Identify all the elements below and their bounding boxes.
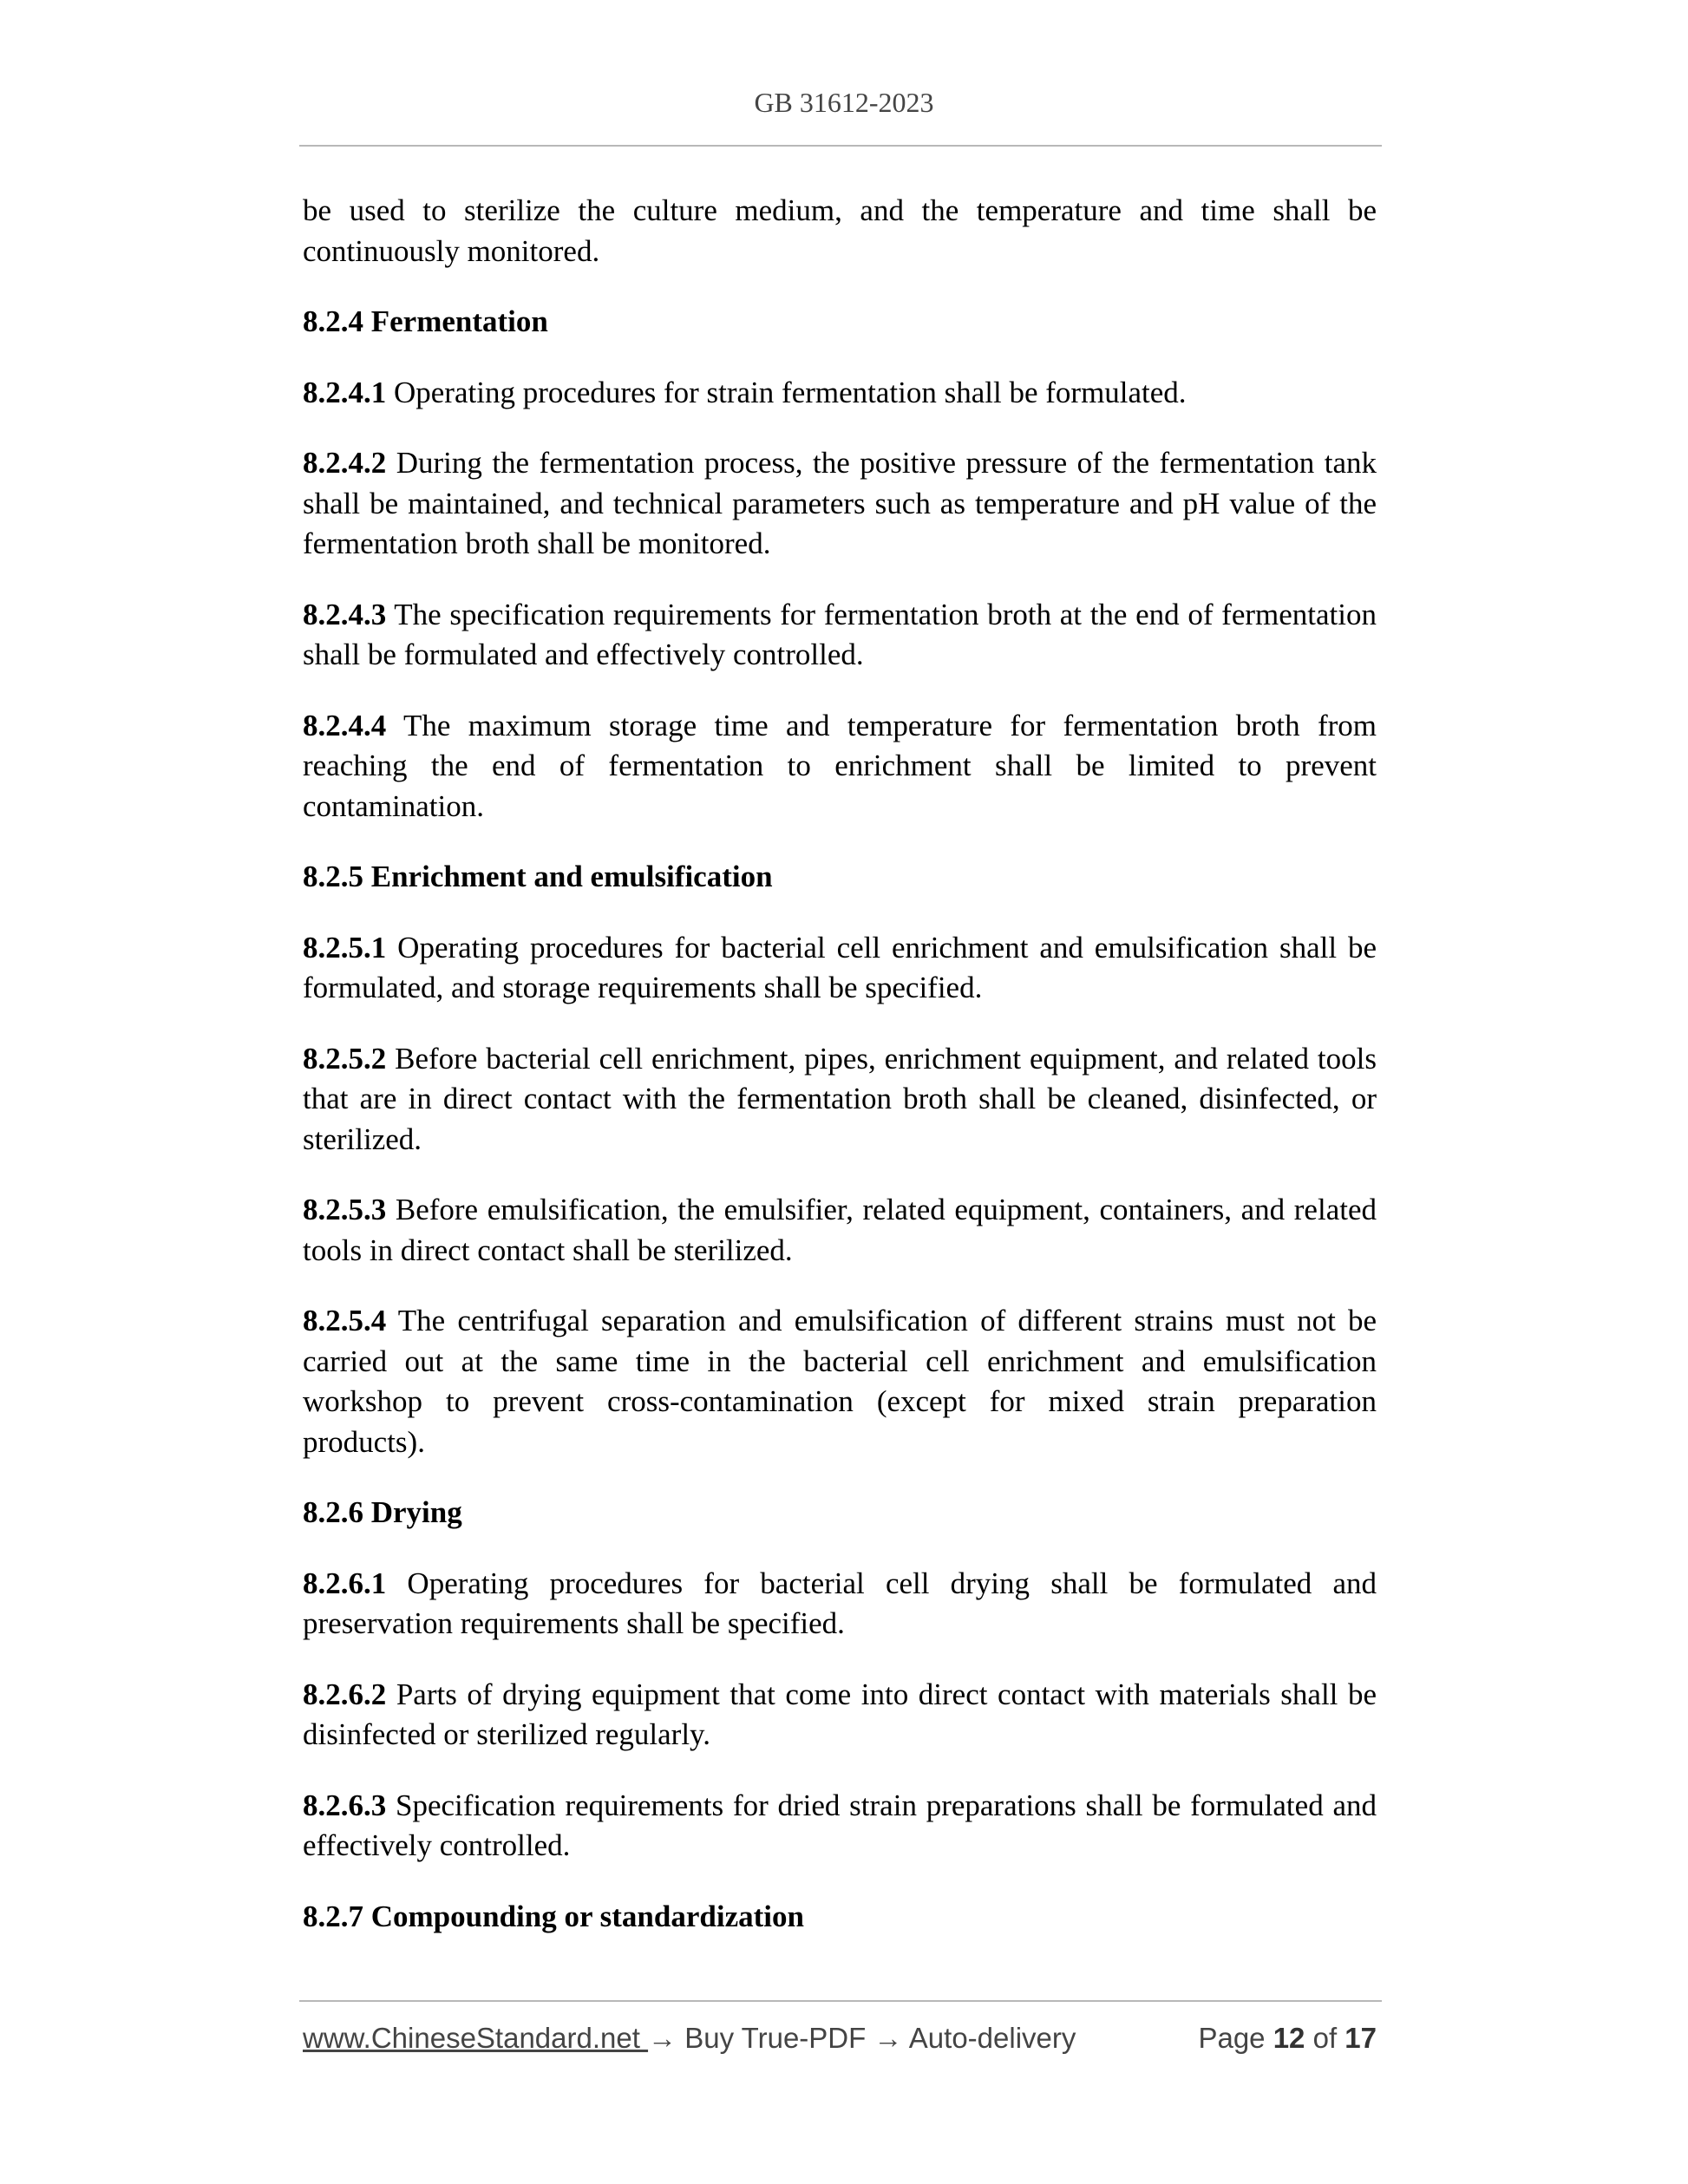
page-of-label: of <box>1305 2022 1345 2054</box>
standard-number: GB 31612-2023 <box>754 87 934 118</box>
header-divider <box>299 145 1382 147</box>
clause-text: Before bacterial cell enrichment, pipes, enrichment equipment, and related tools that are in direct contact with the fermentation broth shall be cleaned, disinfected, or sterilized. <box>303 1041 1377 1156</box>
clause-text: Operating procedures for strain fermentation shall be formulated. <box>386 375 1187 409</box>
clause-8-2-4-2 <box>303 443 1377 565</box>
auto-delivery-text: Auto-delivery <box>902 2022 1076 2054</box>
clause-8-2-5-2 <box>303 1039 1377 1161</box>
arrow-right-icon: → <box>648 2022 677 2054</box>
clause-number: 8.2.6.2 <box>303 1677 387 1711</box>
footer-promo <box>303 2022 1076 2055</box>
clause-number: 8.2.5.3 <box>303 1193 387 1226</box>
clause-text: The centrifugal separation and emulsification of different strains must not be carried out at the same time in the bacterial cell enrichment and emulsification workshop to prevent cross-contamination (except for mixed strain preparation products). <box>303 1304 1377 1459</box>
section-heading-8-2-4: 8.2.4 Fermentation <box>303 304 548 338</box>
paragraph-8-2-3-continuation <box>303 191 1377 271</box>
arrow-right-icon: → <box>873 2022 903 2054</box>
clause-8-2-6-2 <box>303 1675 1377 1756</box>
clause-number: 8.2.5.2 <box>303 1041 387 1076</box>
page-indicator <box>1198 2022 1377 2055</box>
clause-8-2-5-1 <box>303 928 1377 1009</box>
clause-8-2-4-1 <box>303 373 1377 414</box>
footer-divider <box>299 2000 1382 2002</box>
clause-number: 8.2.4.4 <box>303 708 387 742</box>
clause-text: Parts of drying equipment that come into direct contact with materials shall be disinfected or sterilized regularly. <box>303 1677 1377 1751</box>
page-label: Page <box>1198 2022 1273 2054</box>
section-heading-8-2-5: 8.2.5 Enrichment and emulsification <box>303 860 773 893</box>
clause-8-2-4-3 <box>303 595 1377 676</box>
clause-number: 8.2.5.4 <box>303 1304 387 1337</box>
clause-text: The specification requirements for fermentation broth at the end of fermentation shall be formulated and effectively controlled. <box>303 597 1377 671</box>
clause-8-2-5-3 <box>303 1190 1377 1271</box>
clause-number: 8.2.4.1 <box>303 375 387 409</box>
clause-text: Specification requirements for dried strain preparations shall be formulated and effectively controlled. <box>303 1788 1377 1862</box>
clause-8-2-5-4 <box>303 1301 1377 1462</box>
buy-pdf-text: Buy True-PDF <box>677 2022 874 2054</box>
clause-number: 8.2.6.3 <box>303 1788 387 1822</box>
clause-number: 8.2.6.1 <box>303 1566 387 1600</box>
document-body <box>303 191 1377 1967</box>
section-heading-8-2-7: 8.2.7 Compounding or standardization <box>303 1899 804 1933</box>
page-total: 17 <box>1345 2022 1377 2054</box>
clause-text: During the fermentation process, the positive pressure of the fermentation tank shall be maintained, and technical parameters such as temperature and pH value of the fermentation broth shall be monitored. <box>303 446 1377 560</box>
clause-8-2-4-4 <box>303 706 1377 827</box>
clause-text: The maximum storage time and temperature for fermentation broth from reaching the end of fermentation to enrichment shall be limited to prevent contamination. <box>303 708 1377 823</box>
clause-text: Before emulsification, the emulsifier, related equipment, containers, and related tools in direct contact shall be sterilized. <box>303 1193 1377 1267</box>
clause-8-2-6-3 <box>303 1786 1377 1867</box>
clause-number: 8.2.4.3 <box>303 597 387 631</box>
section-heading-8-2-6: 8.2.6 Drying <box>303 1495 462 1529</box>
clause-number: 8.2.4.2 <box>303 446 387 480</box>
running-header <box>0 87 1688 119</box>
clause-number: 8.2.5.1 <box>303 930 387 964</box>
website-link[interactable]: www.ChineseStandard.net <box>303 2022 649 2054</box>
paragraph-text: be used to sterilize the culture medium, and the temperature and time shall be continuously monitored. <box>303 193 1377 268</box>
page-current: 12 <box>1273 2022 1305 2054</box>
clause-text: Operating procedures for bacterial cell enrichment and emulsification shall be formulated, and storage requirements shall be specified. <box>303 930 1377 1004</box>
clause-text: Operating procedures for bacterial cell drying shall be formulated and preservation requirements shall be specified. <box>303 1566 1377 1640</box>
clause-8-2-6-1 <box>303 1564 1377 1645</box>
